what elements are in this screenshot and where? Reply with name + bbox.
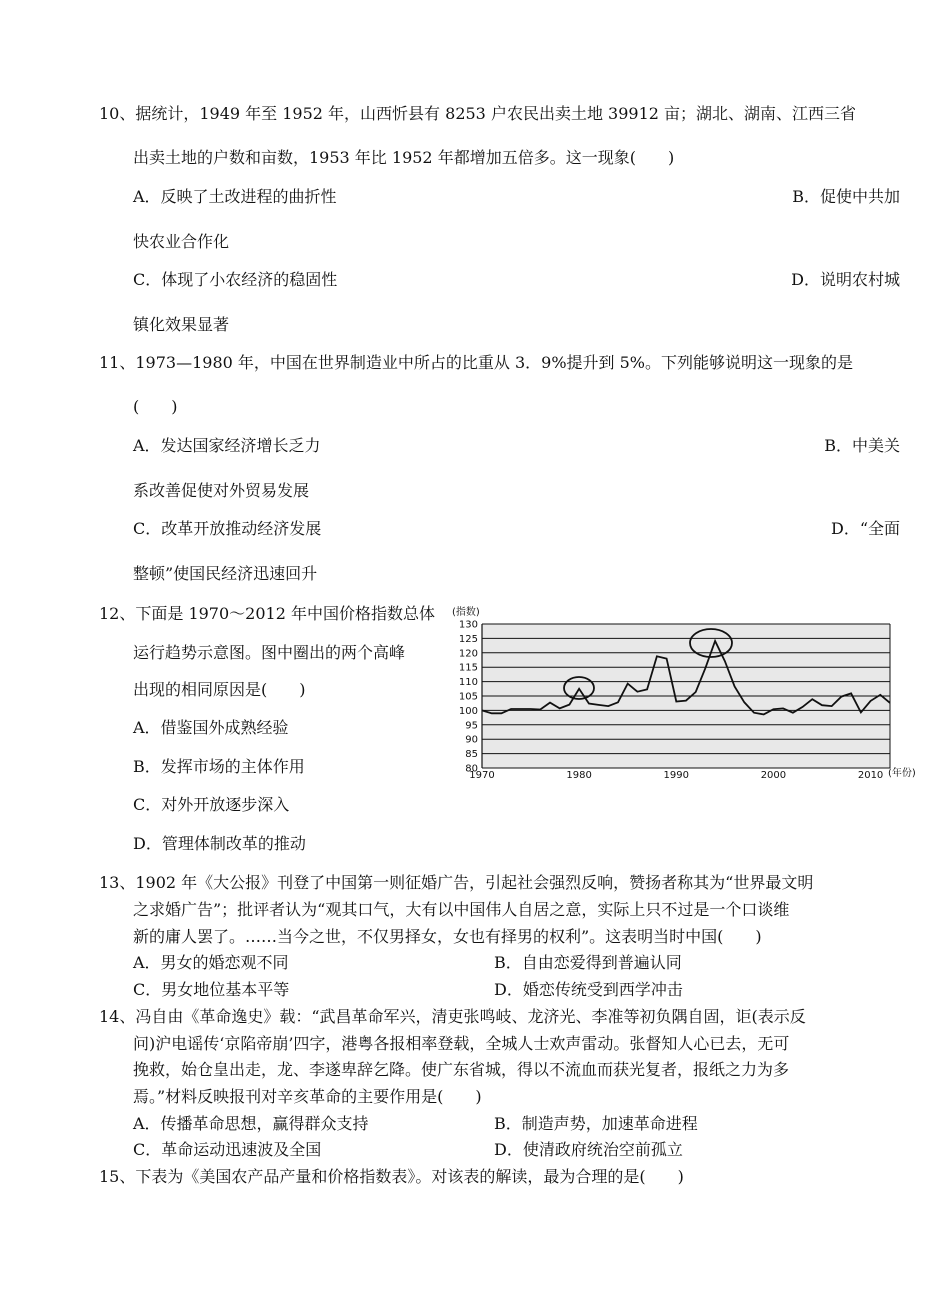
q11-option-b-cont: 系改善促使对外贸易发展 (133, 481, 310, 500)
q14-option-d: D．使清政府统治空前孤立 (494, 1140, 683, 1159)
y-tick-label: 100 (458, 705, 478, 717)
y-tick-label: 115 (458, 662, 478, 674)
q13-stem-line1: 13、1902 年《大公报》刊登了中国第一则征婚广告，引起社会强烈反响，赞扬者称其为“世界最文明 (99, 873, 814, 892)
q12-option-b: B．发挥市场的主体作用 (133, 757, 305, 776)
q14-stem-line4: 焉。”材料反映报刊对辛亥革命的主要作用是( ) (133, 1087, 482, 1106)
q13-stem-line2: 之求婚广告”；批评者认为“观其口气，大有以中国伟人自居之意，实际上只不过是一个口谈维 (133, 900, 790, 919)
q11-option-c: C．改革开放推动经济发展 (133, 519, 322, 538)
x-tick-label: 2010 (857, 770, 884, 781)
q13-option-d: D．婚恋传统受到西学冲击 (494, 980, 683, 999)
y-tick-label: 80 (465, 763, 478, 775)
q10-option-b: B．促使中共加 (792, 187, 900, 206)
y-tick-label: 125 (458, 633, 478, 645)
q10-stem-line2: 出卖土地的户数和亩数，1953 年比 1952 年都增加五倍多。这一现象( ) (133, 148, 675, 167)
x-tick-label: 1990 (663, 770, 690, 781)
q11-option-b: B．中美关 (824, 436, 900, 455)
y-tick-label: 110 (458, 677, 478, 689)
q13-option-c: C．男女地位基本平等 (133, 980, 290, 999)
y-tick-label: 120 (458, 648, 478, 660)
q15-stem-line1: 15、下表为《美国农产品产量和价格指数表》。对该表的解读，最为合理的是( ) (99, 1167, 684, 1186)
x-tick-label: 2000 (760, 770, 787, 781)
q10-stem-line1: 10、据统计，1949 年至 1952 年，山西忻县有 8253 户农民出卖土地 39912 亩；湖北、湖南、江西三省 (99, 104, 857, 123)
q12-option-a: A．借鉴国外成熟经验 (133, 718, 289, 737)
q13-option-b: B．自由恋爱得到普遍认同 (494, 953, 682, 972)
q12-option-c: C．对外开放逐步深入 (133, 795, 290, 814)
q11-option-d-cont: 整顿”使国民经济迅速回升 (133, 564, 318, 583)
q14-stem-line3: 挽救，始仓皇出走，龙、李遂卑辞乞降。使广东省城，得以不流血而获光复者，报纸之力为多 (133, 1060, 790, 1079)
q14-stem-line1: 14、冯自由《革命逸史》载：“武昌革命军兴，清吏张鸣岐、龙济光、李准等初负隅自固，讵(表示反 (99, 1007, 806, 1026)
q10-option-d: D．说明农村城 (791, 270, 900, 289)
q13-option-a: A．男女的婚恋观不同 (133, 953, 289, 972)
q10-option-a: A．反映了土改进程的曲折性 (133, 187, 337, 206)
q13-stem-line3: 新的庸人罢了。……当今之世，不仅男择女，女也有择男的权利”。这表明当时中国( ) (133, 927, 762, 946)
price-index-chart (448, 604, 922, 784)
q12-stem-line1: 12、下面是 1970～2012 年中国价格指数总体 (99, 604, 435, 623)
q14-option-a: A．传播革命思想，赢得群众支持 (133, 1114, 369, 1133)
y-tick-label: 95 (465, 720, 478, 732)
q12-option-d: D．管理体制改革的推动 (133, 834, 306, 853)
y-tick-label: 90 (465, 734, 478, 746)
q11-option-d: D．“全面 (830, 519, 900, 538)
q11-stem-line2: ( ) (133, 397, 178, 416)
q10-option-c: C．体现了小农经济的稳固性 (133, 270, 338, 289)
q14-option-b: B．制造声势，加速革命进程 (494, 1114, 698, 1133)
q12-stem-line2: 运行趋势示意图。图中圈出的两个高峰 (133, 643, 406, 662)
q12-stem-line3: 出现的相同原因是( ) (133, 680, 306, 699)
q10-option-b-cont: 快农业合作化 (133, 232, 230, 251)
q11-option-a: A．发达国家经济增长乏力 (133, 436, 321, 455)
x-tick-label: 1970 (469, 770, 495, 781)
y-tick-label: 85 (465, 749, 478, 761)
y-tick-label: 130 (458, 619, 478, 631)
chart-xlabel: (年份) (888, 768, 916, 779)
q14-stem-line2: 问)沪电谣传‘京陷帝崩’四字，港粤各报相率登载，全城人士欢声雷动。张督知人心已去，无可 (133, 1034, 790, 1053)
q11-stem-line1: 11、1973—1980 年，中国在世界制造业中所占的比重从 3．9%提升到 5%。下列能够说明这一现象的是 (99, 353, 854, 372)
y-tick-label: 105 (458, 691, 478, 703)
chart-ylabel: (指数) (452, 607, 480, 618)
q10-option-d-cont: 镇化效果显著 (133, 315, 230, 334)
q14-option-c: C．革命运动迅速波及全国 (133, 1140, 322, 1159)
x-tick-label: 1980 (566, 770, 592, 781)
